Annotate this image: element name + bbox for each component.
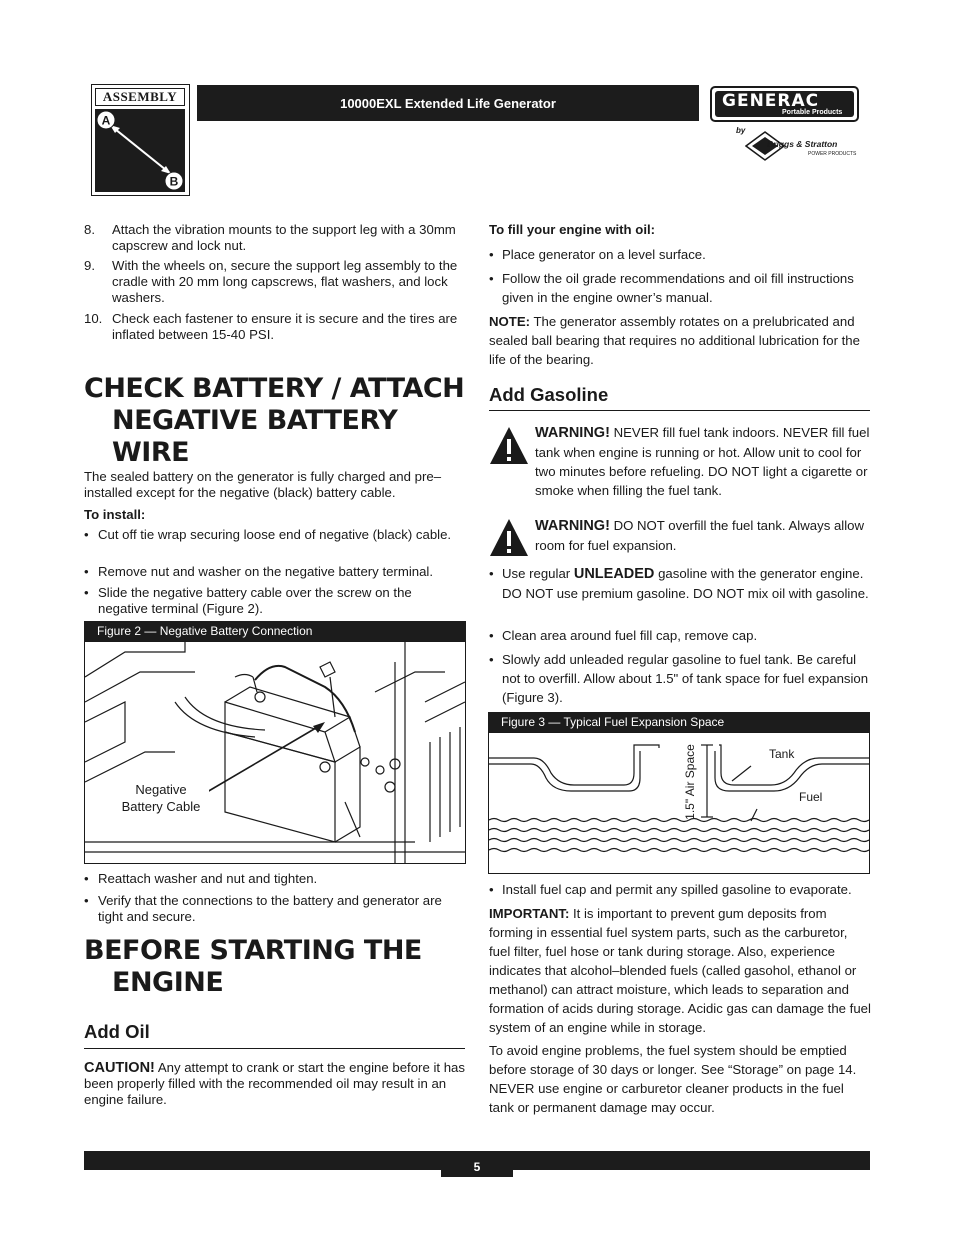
document-title-bar [197,85,699,121]
svg-text:A: A [101,113,111,128]
list-item: • Remove nut and washer on the negative battery terminal. [84,564,434,579]
tank-label: Tank [769,747,795,761]
briggs-text-box: Briggs & Stratton [767,139,838,149]
warning-paragraph-1: WARNING! NEVER fill fuel tank indoors. NEVER fill fuel tank when engine is running or hot. Allow unit to cool for two minutes before refueling. DO NOT light a cigarette or smoke when filling the fuel tank. [535,425,870,498]
generac-sub: Portable Products [782,109,843,116]
list-item: • Slowly add unleaded regular gasoline to fuel tank. Be careful not to overfill. Allow about 1.5" of tank space for fuel expansion (Figure 3). [489,652,869,705]
list-item: • Use regular UNLEADED gasoline with the generator engine. DO NOT use premium gasoline. DO NOT mix oil with gasoline. [489,566,869,601]
before-starting-heading: BEFORE STARTING THE ENGINE [84,935,422,998]
list-item: 10. Check each fastener to ensure it is secure and the tires are inflated between 15-40 PSI. [84,311,458,342]
caution-paragraph: CAUTION! Any attempt to crank or start the engine before it has been properly filled with the recommended oil may result in an engine failure. [84,1060,465,1107]
battery-heading: CHECK BATTERY / ATTACH NEGATIVE BATTERY WIRE [84,373,465,468]
add-oil-heading: Add Oil [84,1021,150,1042]
list-item: • Clean area around fuel fill cap, remove cap. [489,628,758,643]
list-item: 8. Attach the vibration mounts to the support leg with a 30mm capscrew and lock nut. [84,222,456,253]
battery-intro: The sealed battery on the generator is fully charged and pre–installed except for the negative (black) battery cable. [84,469,442,500]
figure-2-illustration [84,641,466,864]
figure-3-caption: Figure 3 — Typical Fuel Expansion Space [488,712,870,732]
figure-2-caption: Figure 2 — Negative Battery Connection [84,621,466,641]
air-space-label: 1.5" Air Space [683,744,697,820]
briggs-sub: POWER PRODUCTS [808,151,857,157]
document-title: 10000EXL Extended Life Generator [340,95,556,111]
battery-connection-drawing [85,642,465,863]
assembly-badge-image [95,109,185,192]
divider [84,1048,465,1049]
svg-text:B: B [169,174,179,189]
list-item: • Verify that the connections to the battery and generator are tight and secure. [84,893,442,924]
list-item: • Slide the negative battery cable over the screw on the negative terminal (Figure 2). [84,585,412,616]
figure-3-illustration [488,732,870,874]
list-item: • Reattach washer and nut and tighten. [84,871,318,886]
add-gasoline-heading: Add Gasoline [489,384,609,405]
list-item: • Install fuel cap and permit any spilled gasoline to evaporate. [489,882,852,897]
negative-cable-label: Negative Battery Cable [121,782,201,814]
assembly-arrow-icon [95,109,185,192]
fill-oil-heading: To fill your engine with oil: [489,222,656,237]
to-install-label: To install: [84,507,146,522]
list-item: • Follow the oil grade recommendations and oil fill instructions given in the engine owner’s manual. [489,271,854,305]
list-item: 9. With the wheels on, secure the support leg assembly to the cradle with 20 mm long capscrews, flat washers, and lock washers. [84,258,458,305]
note-paragraph: NOTE: The generator assembly rotates on a prelubricated and sealed ball bearing that requires no additional lubrication for the life of the bearing. [489,314,860,367]
list-item: • Place generator on a level surface. [489,247,706,262]
divider [489,410,870,411]
generac-brand: GENERAC [722,91,820,111]
list-item: • Cut off tie wrap securing loose end of negative (black) cable. [84,527,452,542]
generac-logo [710,86,859,122]
warning-icon [489,425,529,465]
warning-icon [489,517,529,557]
assembly-badge-title: ASSEMBLY [95,88,185,106]
avoid-problems-paragraph: To avoid engine problems, the fuel system should be emptied before storage of 30 days or longer. See “Storage” on page 14. NEVER use engine or carburetor cleaner products in the fuel tank or permanent damage may occur. [489,1043,857,1115]
warning-paragraph-2: WARNING! DO NOT overfill the fuel tank. Always allow room for fuel expansion. [535,518,864,553]
important-paragraph: IMPORTANT: It is important to prevent gum deposits from forming in essential fuel system parts, such as the carburetor, fuel filter, fuel hose or tank during storage. Also, experience indicates that alcohol–blended fuels (called gasohol, ethanol or methanol) can attract moisture, which leads to separation and formation of acids during storage. Acidic gas can damage the fuel system of an engine while in storage. [489,906,871,1035]
fuel-label: Fuel [799,790,823,804]
page-number: 5 [441,1151,513,1177]
by-label: by [736,126,746,135]
assembly-badge [91,84,190,196]
